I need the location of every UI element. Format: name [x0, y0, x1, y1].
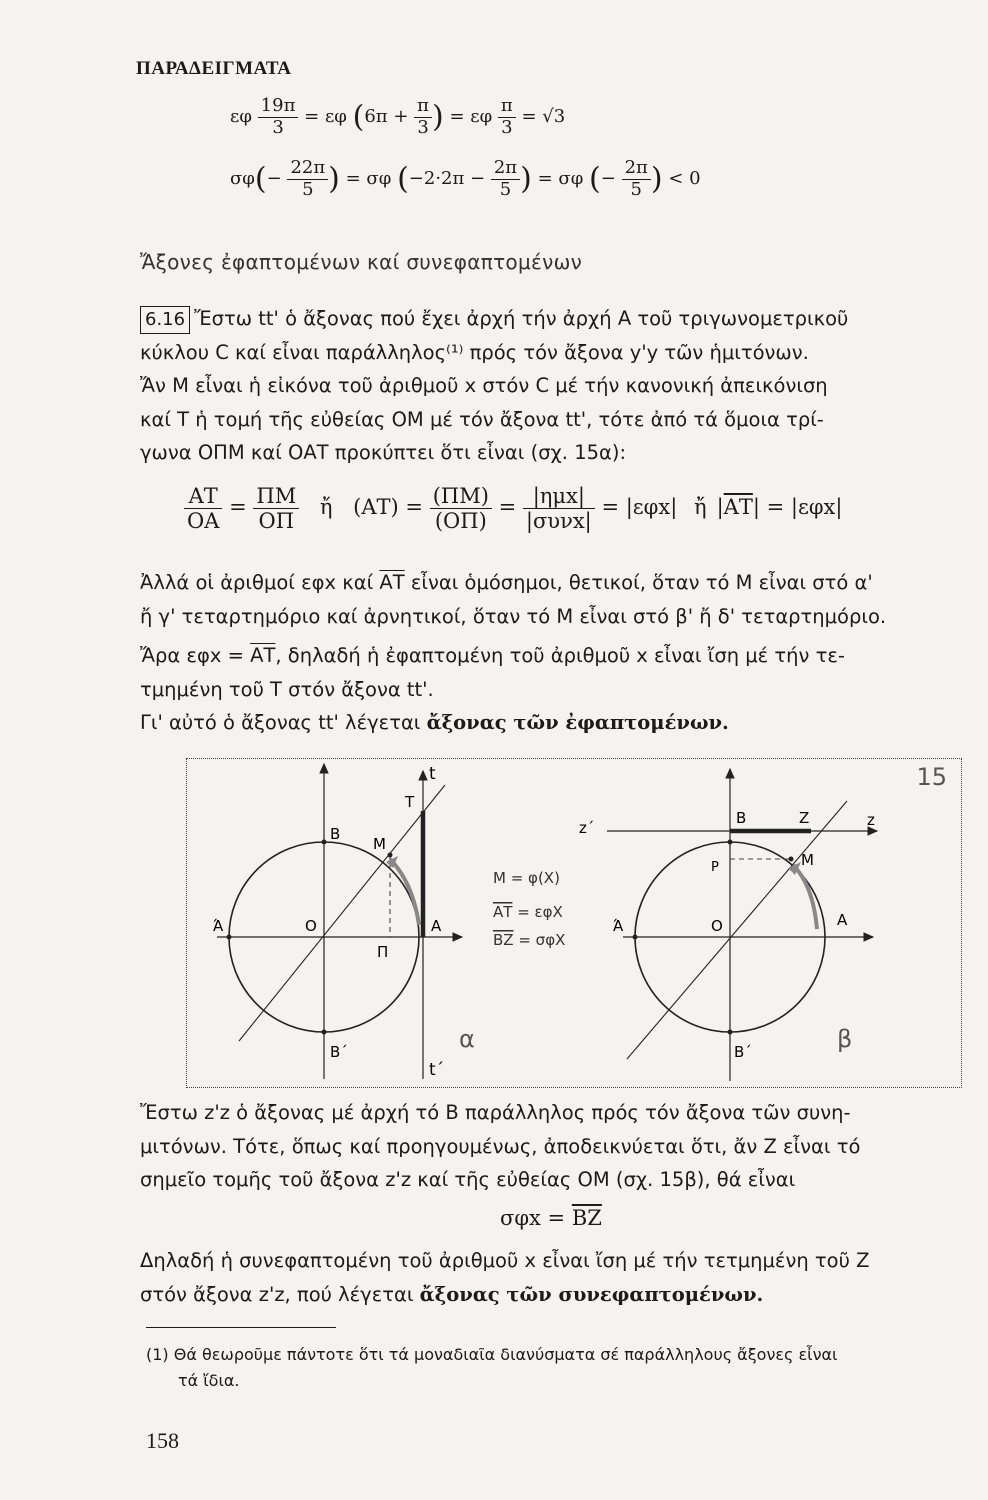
example-tangent: [230, 96, 565, 138]
fraction: [287, 158, 328, 200]
text: = σφ: [345, 168, 392, 190]
fraction: [414, 96, 432, 138]
text-line: τμημένη τοῦ Τ στόν ἄξονα tt'.: [140, 677, 434, 701]
arc-x: [390, 859, 419, 925]
figure-15: [186, 758, 962, 1088]
text: σφ: [230, 168, 255, 190]
footnote-line: (1) Θά θεωροῦμε πάντοτε ὅτι τά μοναδιαῖα διανύσματα σέ παράλληλους ἄξονες εἶναι: [146, 1345, 838, 1364]
paren: ): [650, 161, 663, 197]
paragraph-cotangent-axis: [140, 1096, 970, 1197]
label: Ζ: [799, 809, 810, 827]
cotangent-equation: [500, 1206, 602, 1230]
label: Α: [837, 911, 848, 929]
section-title: Ἄξονες ἐφαπτομένων καί συνεφαπτομένων: [140, 250, 583, 274]
numerator: π: [414, 96, 432, 118]
text-line: καί Τ ἡ τομή τῆς εὐθείας ΟΜ μέ τόν ἄξονα tt', τότε ἀπό τά ὅμοια τρί-: [140, 407, 824, 431]
text: −2·2π −: [408, 168, 486, 190]
text: = σφ: [537, 168, 584, 190]
text: 6π +: [364, 106, 409, 128]
numerator: |ημx|: [523, 484, 595, 509]
numerator: ΠΜ: [253, 484, 299, 509]
text: , δηλαδή ἡ ἐφαπτομένη τοῦ ἀριθμοῦ x εἶναι ἴση μέ τήν τε-: [275, 644, 845, 667]
footnote-line: τά ἴδια.: [178, 1371, 240, 1390]
main-equation: [184, 484, 842, 533]
label: Μ: [373, 835, 386, 853]
text: −: [266, 168, 282, 190]
text: στόν ἄξονα z'z, πού λέγεται: [140, 1282, 414, 1306]
fraction: [430, 484, 492, 533]
text: ἤ: [319, 495, 333, 520]
text-line: σημεῖο τομῆς τοῦ ἄξονα z'z καί τῆς εὐθείας ΟΜ (σχ. 15β), θά εἶναι: [140, 1168, 796, 1191]
denominator: (ΟΠ): [434, 509, 487, 534]
numerator: ΑΤ: [184, 484, 222, 509]
text: = σφΧ: [513, 931, 566, 949]
text: ἤ: [694, 495, 707, 520]
text: =: [229, 495, 247, 520]
text: $\overline{BZ}$: [571, 1206, 602, 1230]
fraction: [523, 484, 595, 533]
label: Μ: [801, 851, 814, 869]
examples-heading: ΠΑΡΑΔΕΙΓΜΑΤΑ: [136, 58, 292, 79]
text-line: ἤ γ' τεταρτημόριο καί ἀρνητικοί, ὅταν τό Μ εἶναι στό β' ἤ δ' τεταρτημόριο.: [140, 604, 887, 628]
text-line: Ἔστω tt' ὁ ἄξονας πού ἔχει ἀρχή τήν ἀρχή Α τοῦ τριγωνομετρικοῦ: [194, 307, 849, 330]
label: Β: [736, 809, 747, 827]
text: εἶναι ὁμόσημοι, θετικοί, ὅταν τό Μ εἶναι στό α': [410, 571, 873, 594]
numerator: 2π: [491, 158, 520, 180]
text: = |εφx|: [601, 495, 678, 520]
numerator: 19π: [258, 96, 299, 118]
paren: (: [254, 161, 267, 197]
text: σφx =: [500, 1206, 566, 1230]
figure-formulas: [493, 869, 565, 949]
text: $\overline{AT}$: [379, 571, 405, 594]
text-line: Ἔστω z'z ὁ ἄξονας μέ ἀρχή τό Β παράλληλος πρός τόν ἄξονα τῶν συνη-: [140, 1101, 851, 1124]
label: Ά: [213, 917, 224, 935]
text: (ΑΤ) =: [353, 495, 424, 520]
footnote-divider: [146, 1327, 336, 1328]
right-unit-circle-figure: [579, 769, 877, 1081]
text-line: μιτόνων. Τότε, ὅπως καί προηγουμένως, ἀποδεικνύεται ὅτι, ἄν Ζ εἶναι τό: [140, 1134, 861, 1158]
fraction: [184, 484, 222, 533]
text-line: κύκλου C καί εἶναι παράλληλος⁽¹⁾ πρός τόν ἄξονα y'y τῶν ἡμιτόνων.: [140, 340, 809, 364]
fraction: [253, 484, 299, 533]
figure-number: 15: [916, 763, 947, 791]
text: $\overline{AT}$: [250, 644, 276, 667]
text: = εφΧ: [512, 903, 563, 921]
label: t΄: [429, 1060, 445, 1080]
label: Ρ: [711, 860, 719, 875]
page-number: 158: [146, 1428, 179, 1453]
arc-x: [793, 865, 817, 929]
formula: Μ = φ(Χ): [493, 869, 560, 887]
paragraph-tangent-axis: [140, 302, 970, 470]
denominator: 5: [499, 178, 512, 200]
label: z: [867, 811, 875, 829]
denominator: |συνx|: [525, 509, 592, 534]
text: −: [600, 168, 616, 190]
fraction: [622, 158, 651, 200]
numerator: 22π: [287, 158, 328, 180]
formula: [493, 903, 563, 921]
bold-term: ἄξονας τῶν ἐφαπτομένων.: [426, 711, 729, 734]
label: Β΄: [330, 1043, 348, 1061]
label: Β΄: [734, 1043, 752, 1061]
section-number-box: 6.16: [140, 306, 190, 334]
text: ΒΖ: [493, 931, 514, 949]
denominator: 3: [272, 116, 284, 138]
paragraph-cotangent-conclusion: [140, 1244, 970, 1311]
example-cotangent: [230, 158, 701, 200]
label: Β: [330, 825, 341, 843]
paren: ): [520, 161, 532, 197]
paren: ): [328, 161, 340, 197]
numerator: π: [498, 96, 516, 118]
paren: (: [397, 161, 409, 197]
label: Ο: [711, 917, 723, 935]
denominator: 3: [417, 116, 429, 138]
denominator: 5: [302, 178, 314, 200]
fraction: [498, 96, 516, 138]
denominator: 3: [501, 116, 513, 138]
text: = εφ: [304, 106, 347, 128]
text: ΑΤ: [493, 903, 513, 921]
denominator: 5: [630, 178, 642, 200]
text: < 0: [668, 168, 701, 190]
fraction: [258, 96, 299, 138]
bold-term: ἄξονας τῶν συνεφαπτομένων.: [419, 1282, 764, 1306]
denominator: ΟΠ: [258, 509, 295, 534]
label: Ά: [613, 917, 624, 935]
label: Τ: [405, 793, 415, 811]
label: Ο: [305, 917, 317, 935]
text: =: [498, 495, 517, 520]
text: Γι' αὐτό ὁ ἄξονας tt' λέγεται: [140, 711, 421, 734]
text: = εφ: [449, 106, 493, 128]
text-line: Ἄν Μ εἶναι ἡ εἰκόνα τοῦ ἀριθμοῦ x στόν C μέ τήν κανονική ἀπεικόνιση: [140, 374, 828, 397]
formula: [493, 931, 565, 949]
text: |: [716, 495, 724, 520]
text: | = |εφx|: [752, 495, 843, 520]
text: = √3: [521, 106, 566, 128]
line-OM: [239, 785, 445, 1041]
label: z΄: [579, 819, 595, 837]
text: Ἀλλά οἱ ἀριθμοί εφx καί: [140, 571, 374, 594]
text-line: γωνα ΟΠΜ καί ΟΑΤ προκύπτει ὅτι εἶναι (σχ. 15α):: [140, 441, 627, 464]
paren: ): [432, 99, 444, 135]
caption: β: [837, 1025, 853, 1053]
text: $\overline{AT}$: [723, 495, 753, 520]
label: t: [429, 764, 436, 784]
paren: (: [589, 161, 601, 197]
label: Α: [431, 917, 442, 935]
denominator: ΟΑ: [187, 509, 220, 534]
caption: α: [459, 1025, 475, 1053]
text-line: Δηλαδή ἡ συνεφαπτομένη τοῦ ἀριθμοῦ x εἶναι ἴση μέ τήν τετμημένη τοῦ Ζ: [140, 1249, 870, 1272]
numerator: (ΠΜ): [430, 484, 492, 509]
fraction: [491, 158, 520, 200]
paragraph-sign: [140, 566, 970, 740]
numerator: 2π: [622, 158, 651, 180]
line-OM: [627, 801, 847, 1059]
text: εφ: [230, 106, 252, 128]
paren: (: [352, 99, 365, 135]
text: Ἄρα εφx =: [140, 644, 244, 667]
footnote: [146, 1342, 976, 1394]
label: Π: [377, 943, 389, 961]
left-unit-circle-figure: [213, 764, 475, 1080]
figure-diagram: [187, 759, 961, 1087]
